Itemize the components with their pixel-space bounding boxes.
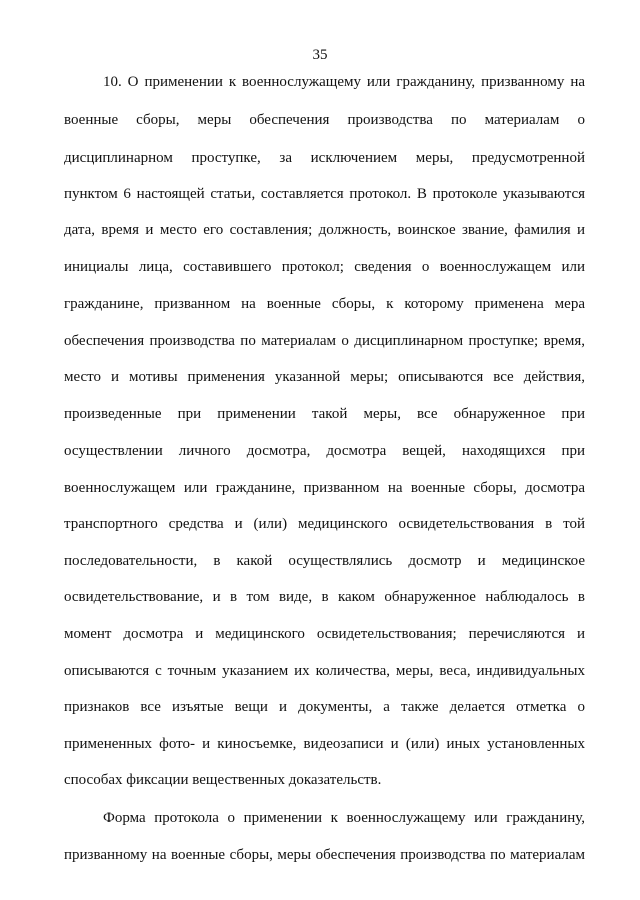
paragraph-1-line: место и мотивы применения указанной меры; описываются все действия, — [64, 369, 585, 385]
paragraph-1-line: признаков все изъятые вещи и документы, а также делается отметка о — [64, 699, 585, 715]
paragraph-1-line: пунктом 6 настоящей статьи, составляется протокол. В протоколе указываются — [64, 186, 585, 202]
paragraph-2-line: призванному на военные сборы, меры обеспечения производства по материалам — [64, 847, 585, 863]
paragraph-1-line: обеспечения производства по материалам о дисциплинарном проступке; время, — [64, 333, 585, 349]
paragraph-1-line: примененных фото- и киносъемке, видеозаписи и (или) иных установленных — [64, 736, 585, 752]
paragraph-1-line: способах фиксации вещественных доказательств. — [64, 772, 382, 788]
paragraph-1-line: дисциплинарном проступке, за исключением меры, предусмотренной — [64, 150, 585, 166]
paragraph-1-line: инициалы лица, составившего протокол; сведения о военнослужащем или — [64, 259, 585, 275]
paragraph-1-line: осуществлении личного досмотра, досмотра вещей, находящихся при — [64, 443, 585, 459]
paragraph-1-line: военнослужащем или гражданине, призванном на военные сборы, досмотра — [64, 480, 585, 496]
paragraph-1-line: момент досмотра и медицинского освидетельствования; перечисляются и — [64, 626, 585, 642]
paragraph-1-line: дата, время и место его составления; должность, воинское звание, фамилия и — [64, 222, 585, 238]
paragraph-1-line: гражданине, призванном на военные сборы, к которому применена мера — [64, 296, 585, 312]
paragraph-1-line: 10. О применении к военнослужащему или гражданину, призванному на — [103, 74, 585, 90]
paragraph-1-line: военные сборы, меры обеспечения производства по материалам о — [64, 112, 585, 128]
page-number: 35 — [312, 47, 328, 63]
paragraph-1-line: произведенные при применении такой меры, все обнаруженное при — [64, 406, 585, 422]
paragraph-2-line: Форма протокола о применении к военнослужащему или гражданину, — [103, 810, 585, 826]
paragraph-1-line: последовательности, в какой осуществлялись досмотр и медицинское — [64, 553, 585, 569]
paragraph-1-line: описываются с точным указанием их количества, меры, веса, индивидуальных — [64, 663, 585, 679]
paragraph-1-line: освидетельствование, и в том виде, в каком обнаруженное наблюдалось в — [64, 589, 585, 605]
paragraph-1-line: транспортного средства и (или) медицинского освидетельствования в той — [64, 516, 585, 532]
